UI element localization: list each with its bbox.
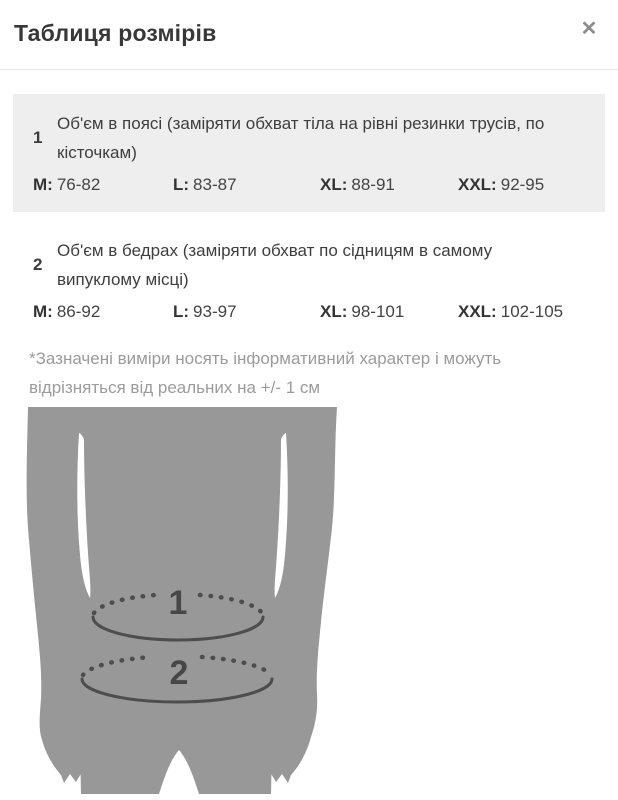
- hips-sizes-row: [33, 297, 585, 326]
- size-section-hips: [13, 228, 605, 339]
- waist-description-line2: кісточкам): [57, 143, 137, 162]
- measurement-illustration: [20, 407, 345, 797]
- waist-sizes-row: [33, 170, 585, 199]
- modal-title: Таблиця розмірів: [14, 20, 217, 46]
- waist-number: 1: [33, 128, 43, 147]
- hip-band-label: 2: [169, 654, 189, 692]
- body-figure-svg: [20, 407, 345, 797]
- modal-header: [0, 0, 618, 70]
- hips-description: [57, 236, 585, 294]
- hips-size-xxl: XXL: 102-105: [458, 302, 564, 321]
- waist-size-xl: XL: 88-91: [320, 175, 395, 194]
- waist-size-xxl: XXL: 92-95: [458, 175, 545, 194]
- size-section-waist: [13, 94, 605, 212]
- hips-size-xl: XL: 98-101: [320, 302, 405, 321]
- close-button[interactable]: [576, 16, 602, 42]
- waist-band-label: 1: [168, 584, 188, 622]
- waist-size-l: L: 83-87: [173, 175, 237, 194]
- hips-description-line2: випуклому місці): [57, 270, 189, 289]
- hips-description-line1: Об'єм в бедрах (заміряти обхват по сідницям в самому: [57, 241, 493, 260]
- hips-size-m: M: 86-92: [33, 302, 101, 321]
- waist-description: [57, 109, 585, 167]
- close-icon: ✕: [580, 18, 598, 40]
- disclaimer-line2: відрізняться від реальних на +/- 1 см: [29, 378, 321, 397]
- disclaimer-line1: *Зазначені виміри носять інформативний характер і можуть: [29, 349, 502, 368]
- hips-number: 2: [33, 255, 43, 274]
- waist-size-m: M: 76-82: [33, 175, 101, 194]
- disclaimer-note: [29, 344, 602, 402]
- waist-description-row: [33, 109, 585, 167]
- hips-description-row: [33, 236, 585, 294]
- waist-description-line1: Об'єм в поясі (заміряти обхват тіла на рівні резинки трусів, по: [57, 114, 545, 133]
- hips-size-l: L: 93-97: [173, 302, 237, 321]
